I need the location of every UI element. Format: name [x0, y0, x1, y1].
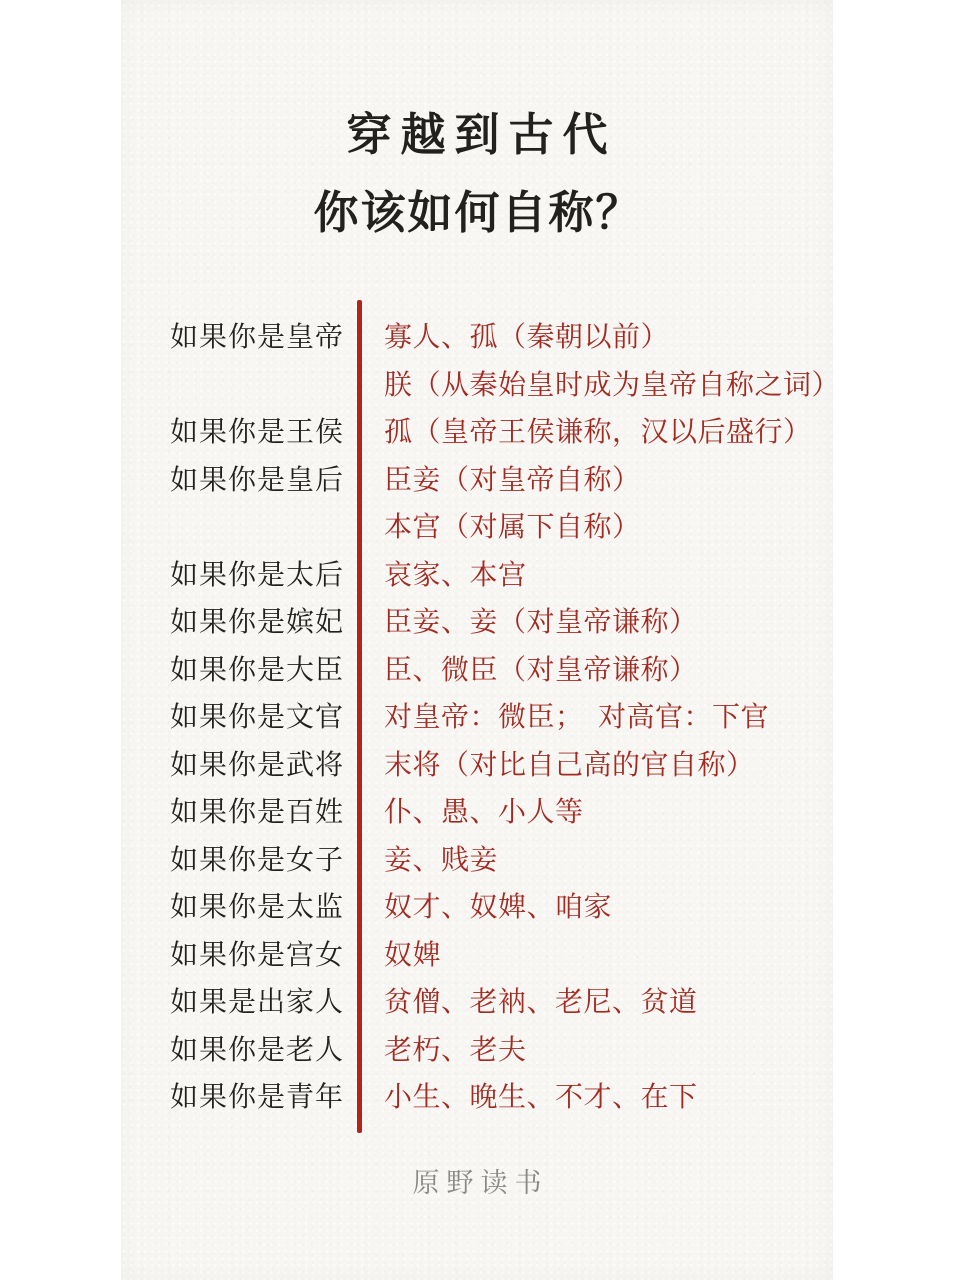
row-label: 如果你是大臣 — [169, 652, 344, 686]
row-values — [344, 741, 755, 789]
value-line: 哀家、本宫 — [384, 557, 527, 591]
row-label: 如果你是老人 — [169, 1032, 344, 1066]
title-line-1: 穿越到古代 — [346, 108, 617, 161]
table-row — [121, 456, 833, 551]
row-values — [344, 456, 641, 551]
value-line: 孤（皇帝王侯谦称，汉以后盛行） — [384, 415, 812, 448]
page-title — [121, 0, 833, 244]
value-line: 贫僧、老衲、老尼、贫道 — [384, 985, 698, 1018]
row-values — [344, 978, 698, 1026]
row-label: 如果你是武将 — [169, 747, 344, 781]
table-row — [121, 883, 833, 931]
table-row — [121, 788, 833, 836]
value-line: 仆、愚、小人等 — [384, 795, 584, 828]
row-values — [344, 693, 769, 741]
table-row — [121, 598, 833, 646]
value-line: 奴婢 — [384, 937, 442, 971]
row-label: 如果你是女子 — [169, 842, 344, 876]
row-values — [344, 551, 527, 599]
row-label: 如果你是太后 — [169, 557, 344, 591]
value-line: 奴才、奴婢、咱家 — [384, 890, 613, 923]
row-label: 如果你是百姓 — [169, 795, 344, 828]
value-line: 本宫（对属下自称） — [384, 510, 641, 543]
value-line: 对皇帝：微臣； 对高官：下官 — [384, 700, 770, 733]
row-values — [344, 1073, 698, 1121]
row-values — [344, 313, 840, 408]
row-values — [344, 646, 698, 694]
row-values — [344, 836, 498, 884]
title-line-2: 你该如何自称？ — [313, 186, 643, 239]
footer-watermark: 原野读书 — [412, 1167, 549, 1199]
paper-background — [121, 0, 841, 1280]
value-line: 寡人、孤（秦朝以前） — [384, 320, 670, 353]
table-row — [121, 313, 841, 408]
red-divider-line — [357, 300, 362, 1133]
table-rows — [121, 313, 841, 1121]
table-row — [121, 978, 833, 1026]
row-values — [344, 408, 812, 456]
table-row — [121, 1026, 833, 1074]
table-row — [121, 693, 833, 741]
row-values — [344, 1026, 527, 1074]
table-row — [121, 836, 833, 884]
value-line: 臣妾（对皇帝自称） — [384, 462, 641, 496]
table-row — [121, 931, 833, 979]
value-line: 臣妾、妾（对皇帝谦称） — [384, 605, 698, 638]
row-label: 如果你是皇帝 — [169, 320, 344, 353]
row-label: 如果你是王侯 — [169, 415, 344, 448]
row-label: 如果你是皇后 — [169, 462, 344, 496]
table-row — [121, 741, 833, 789]
value-line: 老朽、老夫 — [384, 1032, 527, 1066]
row-values — [344, 598, 698, 646]
row-label: 如果你是嫔妃 — [169, 605, 344, 638]
row-values — [344, 788, 584, 836]
value-line: 末将（对比自己高的官自称） — [384, 747, 755, 781]
value-line: 朕（从秦始皇时成为皇帝自称之词） — [384, 367, 841, 401]
value-line: 妾、贱妾 — [384, 842, 499, 876]
self-address-table — [121, 313, 841, 1121]
row-label: 如果你是宫女 — [169, 937, 344, 971]
row-label: 如果是出家人 — [169, 985, 344, 1018]
table-row — [121, 1073, 833, 1121]
row-label: 如果你是文官 — [169, 700, 344, 733]
row-values — [344, 883, 612, 931]
value-line: 小生、晚生、不才、在下 — [384, 1080, 698, 1113]
value-line: 臣、微臣（对皇帝谦称） — [384, 652, 698, 686]
table-row — [121, 646, 833, 694]
table-row — [121, 408, 833, 456]
row-label: 如果你是青年 — [169, 1080, 344, 1113]
table-row — [121, 551, 833, 599]
row-label: 如果你是太监 — [169, 890, 344, 923]
